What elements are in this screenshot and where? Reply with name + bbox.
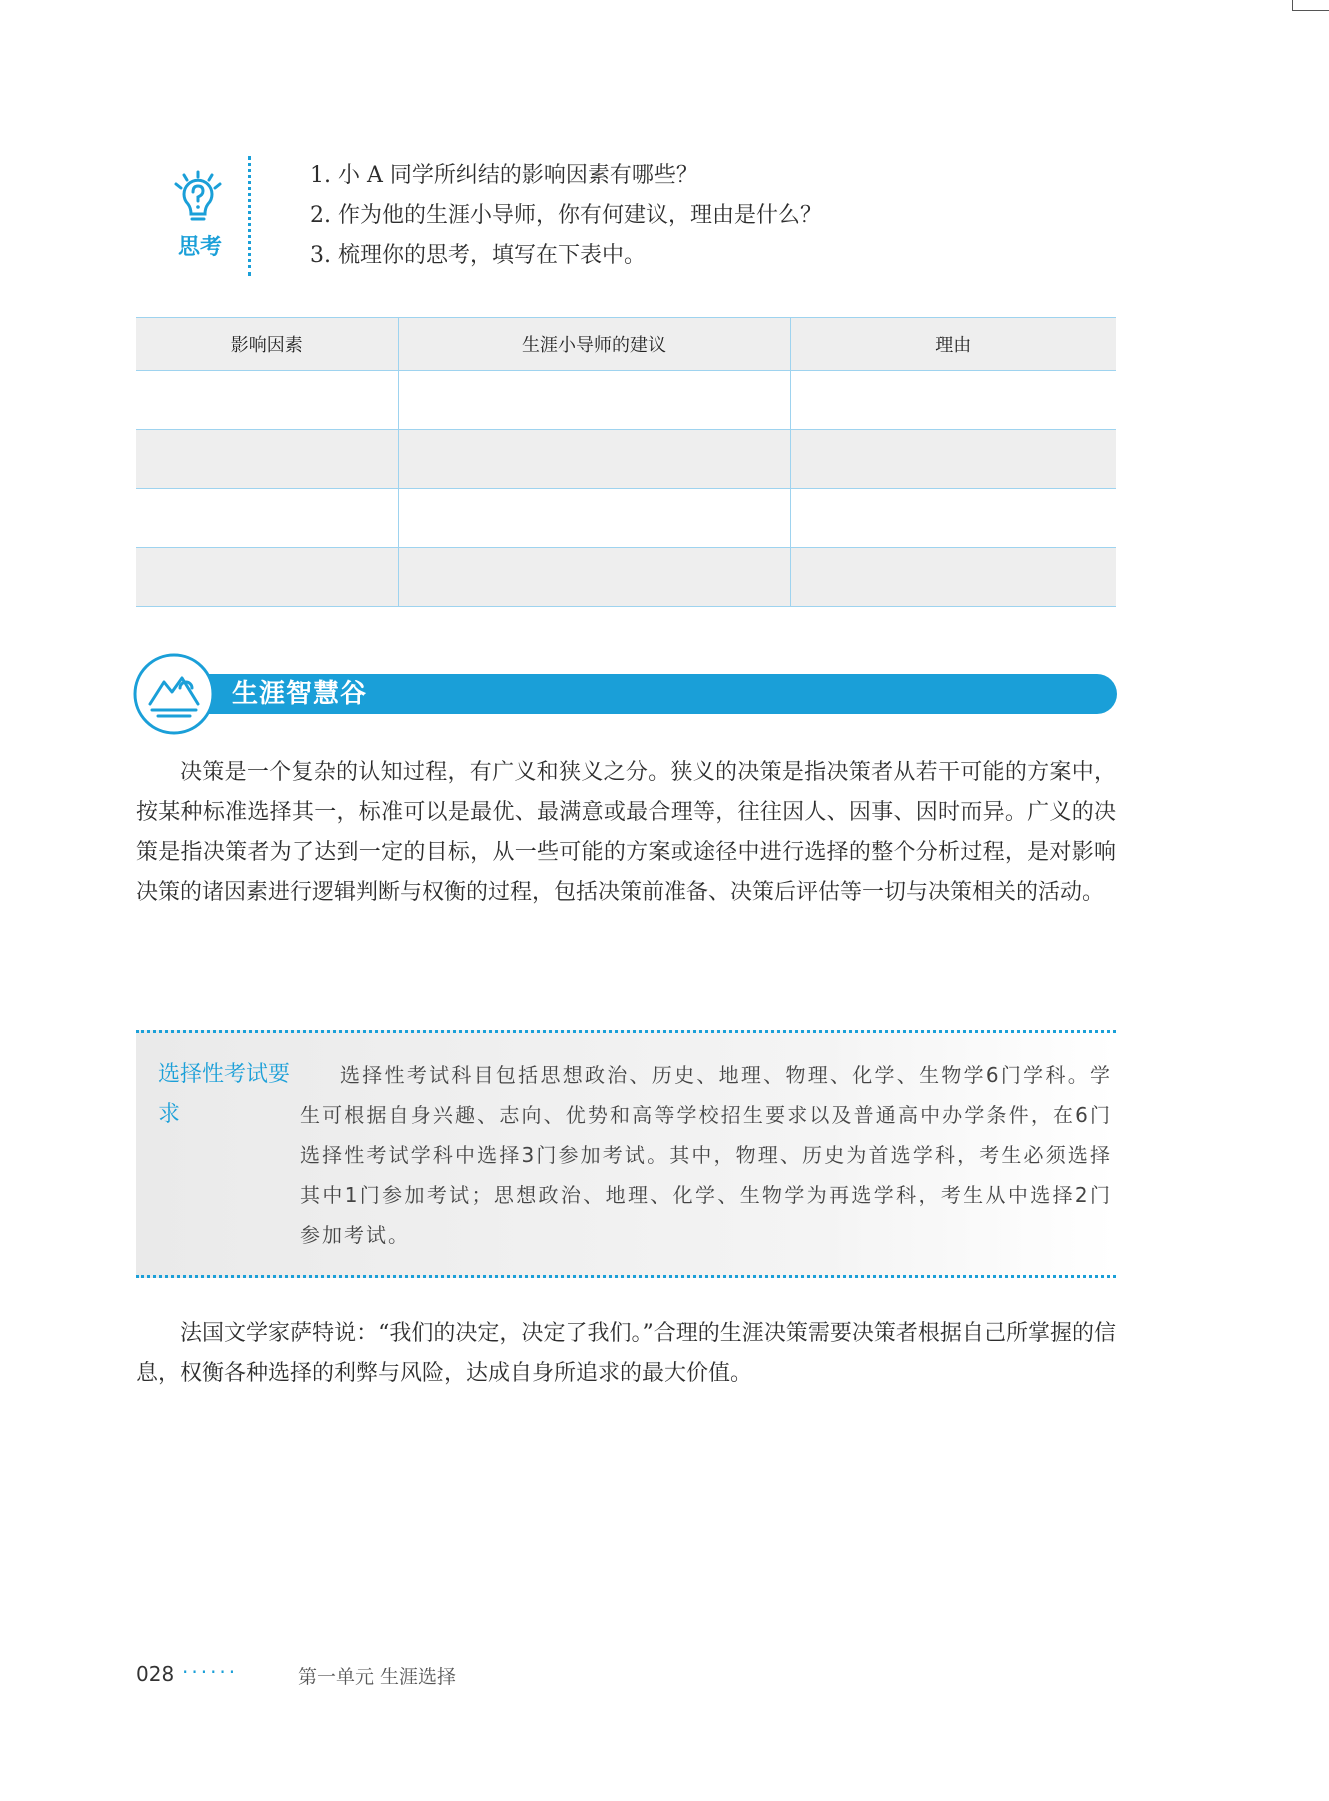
table-cell[interactable]	[136, 548, 398, 607]
page-number: 028	[136, 1662, 175, 1686]
question-list	[310, 156, 822, 276]
note-box	[136, 1030, 1116, 1278]
paragraph: 法国文学家萨特说：“我们的决定，决定了我们。”合理的生涯决策需要决策者根据自己所掌握的信息，权衡各种选择的利弊与风险，达成自身所追求的最大价值。	[136, 1321, 1116, 1386]
paragraph: 决策是一个复杂的认知过程，有广义和狭义之分。狭义的决策是指决策者从若干可能的方案中，按某种标准选择其一，标准可以是最优、最满意或最合理等，往往因人、因事、因时而异。广义的决策是指决策者为了达到一定的目标，从一些可能的方案或途径中进行选择的整个分析过程，是对影响决策的诸因素进行逻辑判断与权衡的过程，包括决策前准备、决策后评估等一切与决策相关的活动。	[136, 760, 1116, 905]
table-row	[136, 430, 1116, 489]
table-cell[interactable]	[790, 548, 1116, 607]
lightbulb-question-icon	[168, 170, 228, 226]
table-cell[interactable]	[398, 371, 790, 430]
table-header-cell: 影响因素	[136, 318, 398, 371]
table-cell[interactable]	[790, 489, 1116, 548]
question-item: 1. 小 A 同学所纠结的影响因素有哪些？	[310, 163, 698, 188]
table-cell[interactable]	[398, 489, 790, 548]
mountain-valley-icon	[132, 652, 216, 736]
table-row	[136, 548, 1116, 607]
question-item: 2. 作为他的生涯小导师，你有何建议，理由是什么？	[310, 203, 822, 228]
unit-title: 第一单元 生涯选择	[298, 1666, 457, 1688]
table-cell[interactable]	[136, 489, 398, 548]
footer-dots: ······	[182, 1660, 239, 1684]
divider	[248, 156, 251, 276]
table-header-row	[136, 318, 1116, 371]
reflection-table	[136, 317, 1116, 607]
table-cell[interactable]	[136, 371, 398, 430]
table-cell[interactable]	[790, 371, 1116, 430]
table-cell[interactable]	[136, 430, 398, 489]
table-cell[interactable]	[398, 548, 790, 607]
section-title: 生涯智慧谷	[232, 679, 368, 709]
think-title: 思考	[177, 235, 222, 260]
note-body: 选择性考试科目包括思想政治、历史、地理、物理、化学、生物学6门学科。学生可根据自身兴趣、志向、优势和高等学校招生要求以及普通高中办学条件，在6门选择性考试学科中选择3门参加考试。其中，物理、历史为首选学科，考生必须选择其中1门参加考试；思想政治、地理、化学、生物学为再选学科，考生从中选择2门参加考试。	[300, 1063, 1112, 1247]
note-title: 选择性考试要求	[158, 1062, 291, 1127]
crop-mark	[1292, 0, 1329, 11]
table-header-cell: 理由	[790, 318, 1116, 371]
table-cell[interactable]	[790, 430, 1116, 489]
table-header-cell: 生涯小导师的建议	[398, 318, 790, 371]
think-section	[160, 150, 1120, 280]
question-item: 3. 梳理你的思考，填写在下表中。	[310, 243, 646, 268]
table-row	[136, 489, 1116, 548]
table-cell[interactable]	[398, 430, 790, 489]
table-row	[136, 371, 1116, 430]
